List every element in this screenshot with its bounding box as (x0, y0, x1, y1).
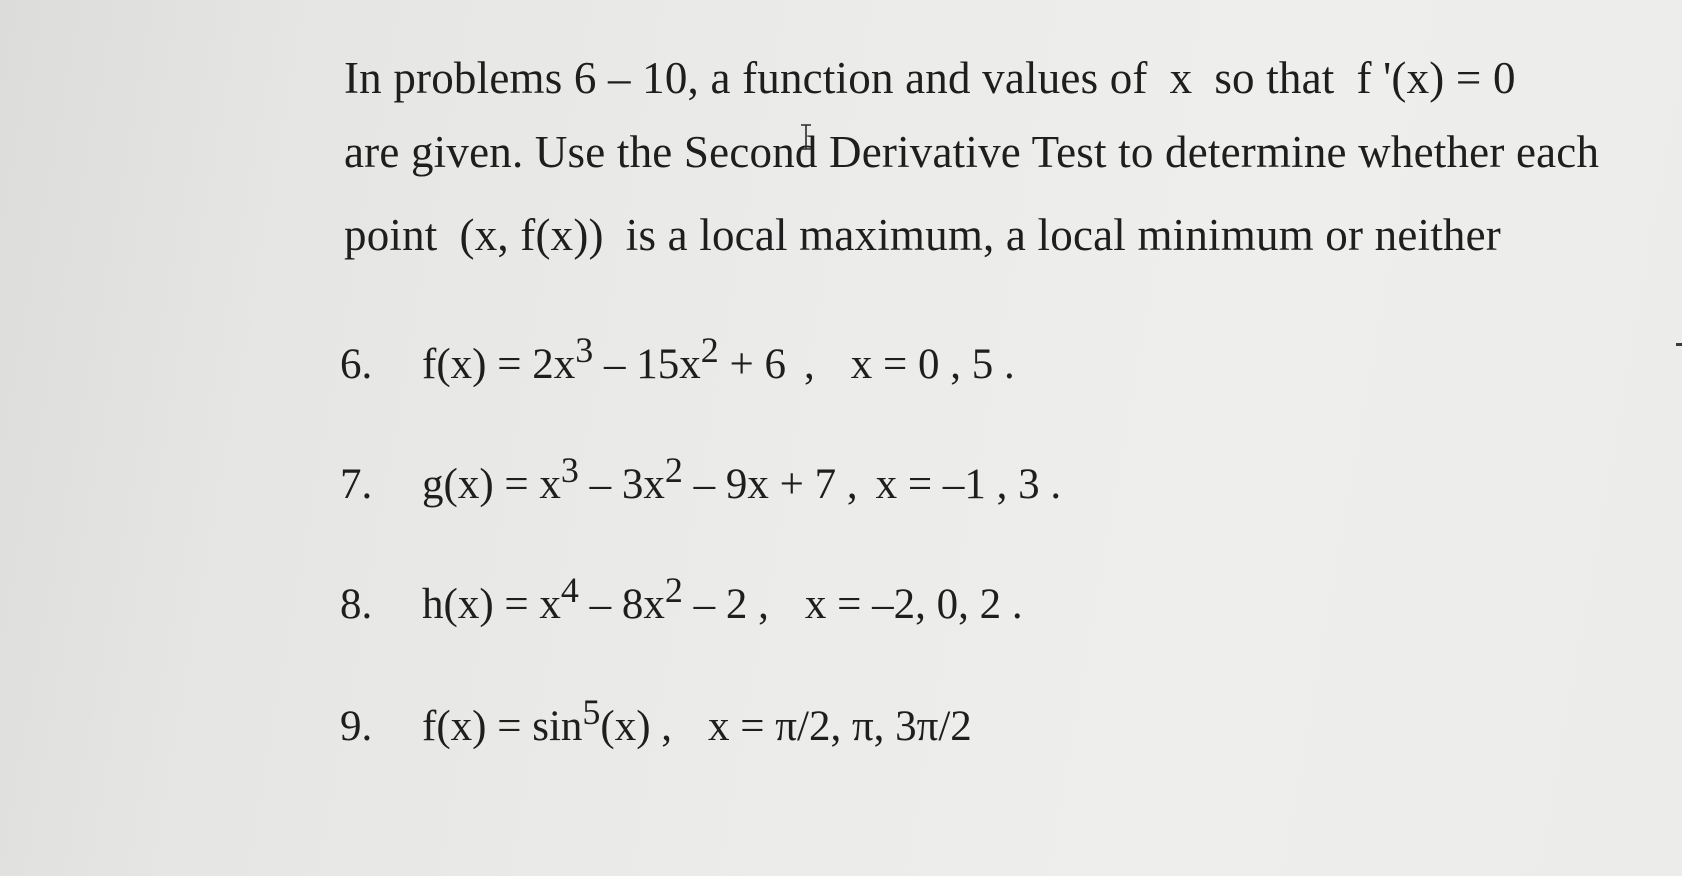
problem-number: 9. (340, 703, 373, 750)
term: – 9x + 7 , (682, 461, 858, 508)
intro-line-2: are given. Use the Second Derivative Test to determine whether each (344, 127, 1600, 177)
intro-line-3 (344, 209, 1501, 261)
derivative-condition: f '(x) = 0 (1356, 53, 1516, 103)
exponent: 2 (700, 330, 719, 370)
intro-text: In problems 6 – 10, a function and values of (344, 53, 1148, 103)
term: x (539, 581, 561, 628)
intro-text: so that (1214, 53, 1335, 103)
term: 2x (532, 341, 576, 388)
function-lhs: f(x) = (422, 341, 533, 388)
term: – 2 , (682, 581, 769, 628)
problem-9 (340, 692, 972, 752)
function-lhs: f(x) = sin (422, 703, 583, 750)
critical-values: x = 0 , 5 . (850, 341, 1015, 388)
problem-number: 6. (340, 341, 373, 388)
problem-number: 7. (340, 461, 373, 508)
comma: , (803, 341, 815, 388)
intro-line-1 (344, 52, 1516, 104)
variable-x: x (1169, 53, 1193, 103)
exponent: 2 (664, 450, 683, 490)
intro-text: is a local maximum, a local minimum or neither (625, 210, 1501, 260)
problem-number: 8. (340, 581, 373, 628)
exponent: 4 (560, 570, 579, 610)
term: – 3x (578, 461, 665, 508)
function-lhs: h(x) = (422, 581, 540, 628)
term: – 15x (593, 341, 701, 388)
intro-text: point (344, 210, 438, 260)
edge-tick (1676, 343, 1682, 346)
exponent: 3 (575, 330, 594, 370)
critical-values: x = π/2, π, 3π/2 (708, 703, 972, 750)
critical-values: x = –2, 0, 2 . (804, 581, 1023, 628)
term: x (539, 461, 561, 508)
term: (x) , (600, 703, 673, 750)
critical-values: x = –1 , 3 . (875, 461, 1062, 508)
exponent: 5 (582, 692, 601, 732)
problem-6 (340, 330, 1015, 390)
problem-7 (340, 450, 1062, 510)
exponent: 3 (560, 450, 579, 490)
problem-8 (340, 570, 1023, 630)
term: – 8x (578, 581, 665, 628)
exponent: 2 (664, 570, 683, 610)
term: + 6 (718, 341, 786, 388)
function-lhs: g(x) = (422, 461, 540, 508)
text-cursor-icon (799, 124, 813, 150)
point-notation: (x, f(x)) (459, 210, 604, 260)
